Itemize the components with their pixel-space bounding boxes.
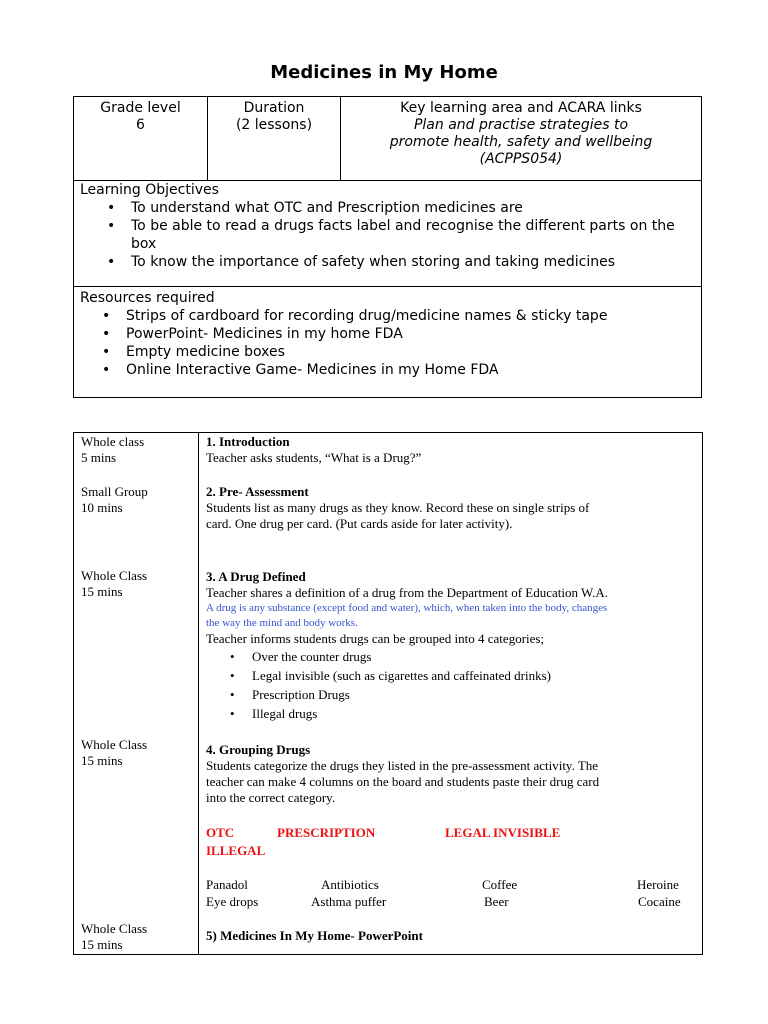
grade-cell [74,97,208,180]
step-text: teacher can make 4 columns on the board and students paste their drug card [206,774,600,789]
resource-item: • Empty medicine boxes [80,343,701,361]
page-title: Medicines in My Home [270,62,498,83]
step5-group [81,921,147,953]
time-label: 10 mins [81,500,123,515]
resource-item: • PowerPoint- Medicines in my home FDA [80,325,701,343]
group-label: Whole Class [81,737,148,752]
step-heading: 5) Medicines In My Home- PowerPoint [206,928,423,943]
step-text: Teacher informs students drugs can be grouped into 4 categories; [206,631,545,646]
step-text: Teacher asks students, “What is a Drug?” [206,450,422,465]
step4-content [206,742,696,806]
category-item: • Prescription Drugs [206,685,696,704]
step4-group [81,737,147,769]
objective-item: • To be able to read a drugs facts label and recognise the different parts on the box [80,217,701,253]
categories-list [206,647,696,723]
key-learning-line: Plan and practise strategies to [413,117,629,133]
step2-group [81,484,148,516]
time-label: 15 mins [81,584,123,599]
step-text: into the correct category. [206,790,336,805]
step3-content [206,569,696,723]
group-label: Whole Class [81,921,148,936]
otc-example: Eye drops [206,894,259,909]
key-learning-line: (ACPPS054) [479,151,563,167]
objectives-heading: Learning Objectives [80,182,219,198]
group-label: Whole Class [81,568,148,583]
group-label: Small Group [81,484,148,499]
step-text: Students list as many drugs as they know. Record these on single strips of [206,500,590,515]
illegal-example: Heroine [637,877,679,892]
prescription-example: Asthma puffer [311,894,387,909]
resource-item: • Online Interactive Game- Medicines in my Home FDA [80,361,701,379]
time-label: 15 mins [81,753,123,768]
category-illegal: ILLEGAL [206,843,266,858]
resources-heading: Resources required [80,290,215,306]
step5-content [206,928,696,944]
resource-item: • Strips of cardboard for recording drug/medicine names & sticky tape [80,307,701,325]
column-divider [198,433,199,954]
duration-value: (2 lessons) [235,117,313,133]
learning-objectives-section [74,180,701,287]
grade-label: Grade level [100,100,181,116]
grade-value: 6 [136,117,145,133]
step-text: Students categorize the drugs they listed in the pre-assessment activity. The [206,758,599,773]
objective-item: • To understand what OTC and Prescription medicines are [80,199,701,217]
resources-list [80,307,701,379]
time-label: 15 mins [81,937,123,952]
drug-definition: A drug is any substance (except food and water), which, when taken into the body, changes [206,602,608,614]
category-otc: OTC [206,825,235,840]
category-item: • Illegal drugs [206,704,696,723]
key-learning-line: promote health, safety and wellbeing [389,134,653,150]
step-heading: 2. Pre- Assessment [206,484,309,499]
category-legal-invisible: LEGAL INVISIBLE [445,825,561,840]
key-learning-label: Key learning area and ACARA links [400,100,642,116]
legal-invisible-example: Beer [484,894,509,909]
category-item: • Legal invisible (such as cigarettes and caffeinated drinks) [206,666,696,685]
duration-cell [208,97,341,180]
legal-invisible-example: Coffee [482,877,518,892]
drug-definition: the way the mind and body works. [206,617,358,629]
overview-header-row [74,97,701,181]
illegal-example: Cocaine [638,894,681,909]
prescription-example: Antibiotics [321,877,379,892]
resources-section [74,287,701,397]
group-label: Whole class [81,434,145,449]
step1-group [81,434,144,466]
step-text: card. One drug per card. (Put cards aside for later activity). [206,516,513,531]
time-label: 5 mins [81,450,117,465]
objectives-list [80,199,701,271]
lesson-overview-table [73,96,702,398]
step2-content [206,484,696,532]
category-prescription: PRESCRIPTION [277,825,376,840]
step-heading: 3. A Drug Defined [206,569,306,584]
lesson-plan-table [73,432,703,955]
category-item: • Over the counter drugs [206,647,696,666]
step1-content [206,434,696,466]
otc-example: Panadol [206,877,248,892]
duration-label: Duration [243,100,305,116]
objective-item: • To know the importance of safety when storing and taking medicines [80,253,701,271]
key-learning-cell [341,97,701,180]
step3-group [81,568,147,600]
step-text: Teacher shares a definition of a drug from the Department of Education W.A. [206,585,608,600]
step-heading: 4. Grouping Drugs [206,742,311,757]
step-heading: 1. Introduction [206,434,290,449]
